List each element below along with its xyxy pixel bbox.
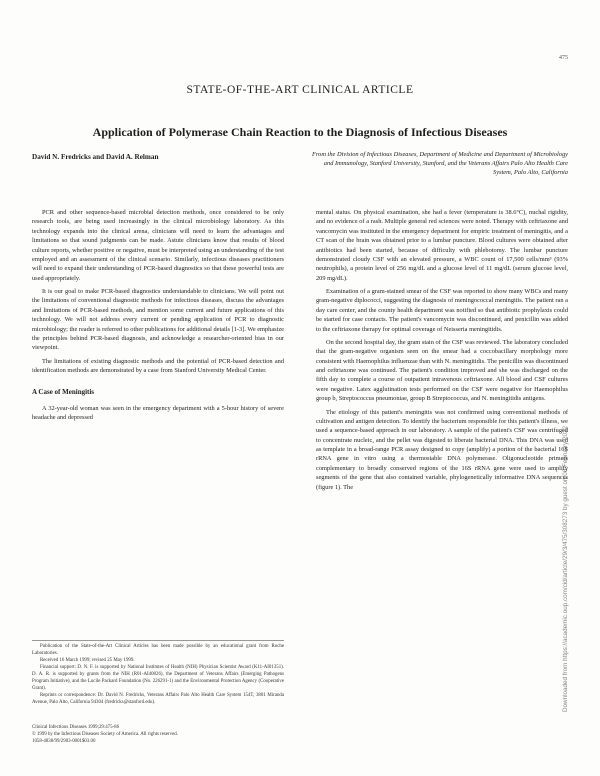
- case-paragraph-second-day: On the second hospital day, the gram stain of the CSF was reviewed. The laboratory concluded that the gram-negative organism seen on the smear had a coccobacillary morphology more consistent with Haemophilus influenzae than with N. meningitidis. The penicillin was discontinued and ceftriaxone was continued. The patient's condition improved and she was discharged on the fifth day to complete a course of outpatient intravenous ceftriaxone. All blood and CSF cultures were negative. Latex agglutination tests performed on the CSF were negative for Haemophilus group b, Streptococcus pneumoniae, group B Streptococcus, and N. meningitidis antigens.: [316, 338, 569, 403]
- journal-citation: Clinical Infectious Diseases 1999;29:475-86: [32, 725, 120, 730]
- authors: David N. Fredricks and David A. Relman: [32, 153, 159, 161]
- section-title: STATE-OF-THE-ART CLINICAL ARTICLE: [186, 84, 414, 96]
- footnote-financial-support: Financial support: D. N. F. is supported by National Institutes of Health (NIH) Physician Scientist Award (K11-AI01351). D. A. R. is supported by grants from the NIH (R01-AI40826), the Department of Veterans Affairs (Emerging Pathogens Program Initiative), and the Lucile Packard Foundation (No. 226291-1) and the Environmental Protection Agency (Cooperative Grant).: [32, 664, 284, 691]
- intro-paragraph-2: It is our goal to make PCR-based diagnostics understandable to clinicians. We will point out the limitations of conventional diagnostic methods for infectious diseases, discuss the advantages and limitations of PCR-based methods, and mention some current and future applications of this technology. We will not address every current or pending application of PCR to diagnostic microbiology; the reader is referred to other publications for additional details [1-3]. We emphasize the principles behind PCR-based diagnosis, and acknowledge a researcher-oriented bias in our viewpoint.: [32, 288, 284, 352]
- right-column: [316, 208, 568, 496]
- footnotes: [32, 640, 284, 707]
- case-heading: A Case of Meningitis: [32, 388, 95, 397]
- download-watermark: Downloaded from https://academic.oup.com/cid/article/29/3/475/308273 by guest on 06 February 2022: [562, 426, 569, 712]
- footnote-received: Received 16 March 1999; revised 25 May 1999.: [40, 657, 135, 663]
- case-paragraph-continued: mental status. On physical examination, she had a fever (temperature is 38.6°C), nuchal rigidity, and no evidence of a rash. Multiple general red sciences were noted. Therapy with ceftriaxone and vancomycin was instituted in the emergency department for empiric treatment of meningitis, and a CT scan of the brain was obtained prior to a lumbar puncture. Blood cultures were obtained after antibiotics had been started, because of difficulty with phlebotomy. The lumbar puncture demonstrated cloudy CSF with an elevated pressure, a WBC count of 17,500 cells/mm³ (93% neutrophils), a protein level of 256 mg/dL and a glucose level of 11 mg/dL (serum glucose level, 209 mg/dL).: [316, 209, 568, 282]
- case-paragraph-etiology: The etiology of this patient's meningitis was not confirmed using conventional methods of cultivation and antigen detection. To identify the bacterium responsible for this patient's illness, we used a sequence-based approach in our laboratory. A sample of the patient's CSF was centrifuged to concentrate nucleic, and the pellet was digested to liberate bacterial DNA. This DNA was used as template in a broad-range PCR assay designed to copy (amplify) a portion of the bacterial 16S rRNA gene in vitro using a thermostable DNA polymerase. Oligonucleotide primers complementary to broadly conserved regions of the 16S rRNA gene were used to amplify segments of the gene that also contained variable, phylogenetically informative DNA sequences (figure 1). The: [316, 408, 568, 491]
- journal-info: [32, 725, 284, 746]
- intro-paragraph-3: The limitations of existing diagnostic methods and the potential of PCR-based detection and identification methods are demonstrated by a case from Stanford University Medical Center.: [32, 357, 284, 374]
- left-column: [32, 208, 284, 426]
- footnote-publication: Publication of the State-of-the-Art Clinical Articles has been made possible by an educational grant from Roche Laboratories.: [32, 644, 284, 656]
- intro-paragraph-1: PCR and other sequence-based microbial detection methods, once considered to be only research tools, are being used increasingly in the clinical microbiology laboratory. As this technology expands into the clinical arena, clinicians will need to learn the advantages and limitations so that sound judgments can be made. Astute clinicians know that results of blood culture reports, whether positive or negative, must be interpreted using an understanding of the test employed and an assessment of the clinical scenario. Similarly, infectious diseases practitioners will need to expand their understanding of PCR-based diagnostics so that these powerful tests are used appropriately.: [32, 209, 284, 282]
- article-title: Application of Polymerase Chain Reaction to the Diagnosis of Infectious Diseases: [92, 125, 508, 139]
- journal-issn: 1058-4838/99/2903-0001$03.00: [32, 738, 96, 744]
- footnote-reprints: Reprints or correspondence: Dr. David N. Fredricks, Veterans Affairs Palo Alto Health Care System 154T, 3801 Miranda Avenue, Palo Alto, California 94304 (fredricks@stanford.edu).: [32, 692, 284, 705]
- journal-copyright: © 1999 by the Infectious Diseases Society of America. All rights reserved.: [32, 731, 178, 737]
- case-paragraph-gram-stain: Examination of a gram-stained smear of the CSF was reported to show many WBCs and many gram-negative diplococci, suggesting the diagnosis of meningococcal meningitis. The patient ran a day care center, and the county health department was notified so that antibiotic prophylaxis could be started for case contacts. The patient's vancomycin was discontinued, and penicillin was added to the ceftriaxone therapy for optimal coverage of Neisseria meningitidis.: [316, 288, 568, 333]
- case-paragraph: A 32-year-old woman was seen in the emergency department with a 5-hour history of severe headache and depressed: [32, 404, 284, 422]
- affiliation: From the Division of Infectious Diseases, Department of Medicine and Department of Microbiology and Immunology, Stanford University, Stanford, and the Veterans Affairs Palo Alto Health Care System, Palo Alto, California: [312, 151, 568, 176]
- page-number: 475: [559, 55, 568, 61]
